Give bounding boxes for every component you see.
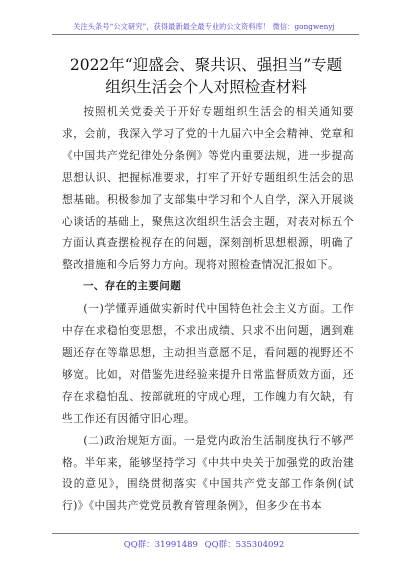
title-line-2: 组织生活会个人对照检查材料 (105, 78, 307, 96)
document-body (62, 101, 354, 517)
header-divider (52, 34, 359, 35)
title-line-1: 2022年“迎盛会、聚共识、强担当”专题 (69, 56, 343, 74)
section-heading: 一、存在的主要问题 (83, 280, 182, 293)
intro-paragraph: 按照机关党委关于开好专题组织生活会的相关通知要求，会前，我深入学习了党的十九届六中全会精神、党章和《中国共产党纪律处分条例》等党内重要法规，进一步提高思想认识、把握标准要求，打牢了开好专题组织生活会的思想基础。积极参加了支部集中学习和个人自学，深入开展谈心谈话的基础上，聚焦这次组织生活会主题，对表对标五个方面认真查摆检视存在的问题，深刻剖析思想根源，明确了整改措施和今后努力方向。现将对照检查情况汇报如下。 (62, 105, 354, 272)
paragraph-1: (一)学懂弄通做实新时代中国特色社会主义方面。工作中存在求稳怕变思想，不求出成绩、只求不出问题，遇到难题还存在等靠思想，主动担当意愿不足，看问题的视野还不够宽。比如，对借鉴先进经验来提升日常监督质效方面，还存在求稳怕乱、按部就班的守成心理，工作魄力有欠缺，有些工作还有因循守旧心理。 (62, 302, 354, 425)
paragraph-2: (二)政治规矩方面。一是党内政治生活制度执行不够严格。半年来，能够坚持学习《中共中央关于加强党的政治建设的意见》，围绕贯彻落实《中国共产党支部工作条例(试行)》《中国共产党党员教育管理条例》，但多少在书本 (62, 433, 354, 513)
footer-divider (52, 533, 359, 534)
document-title (56, 54, 356, 98)
header-banner: 关注头条号“公文研究”，获得最新最全最专业的公文资料库！ 微信：gongwenyj (73, 22, 335, 31)
footer-qq-groups: QQ群：31991489 QQ群：535304092 (123, 540, 285, 550)
